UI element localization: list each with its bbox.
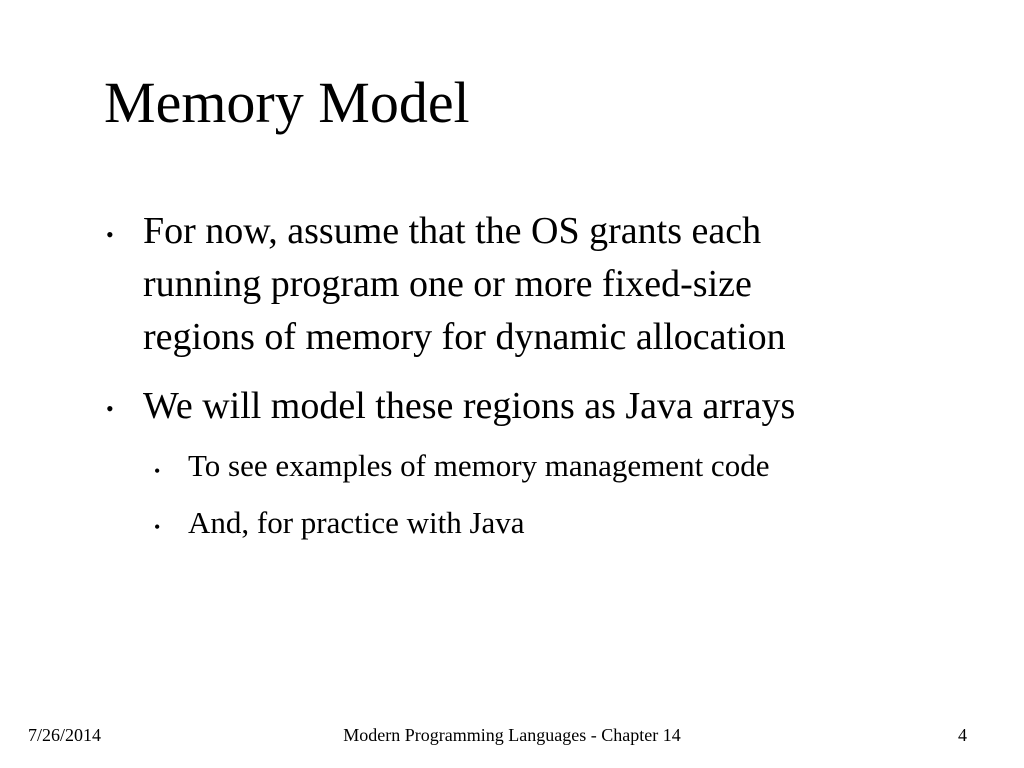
sub-bullet-dot-icon: • [154, 517, 161, 537]
slide-title: Memory Model [104, 70, 470, 135]
bullet-line: We will model these regions as Java arrays [143, 385, 796, 427]
bullet-dot-icon: • [106, 396, 114, 421]
bullet-line: For now, assume that the OS grants each [143, 210, 762, 252]
bullet-text [143, 380, 795, 433]
footer-title: Modern Programming Languages - Chapter 14 [343, 725, 681, 745]
bullet-text [143, 205, 786, 364]
sub-bullet-text: To see examples of memory management code [188, 448, 770, 483]
sub-bullet-text: And, for practice with Java [188, 505, 525, 540]
footer-date: 7/26/2014 [28, 725, 102, 745]
bullet-line: regions of memory for dynamic allocation [143, 316, 786, 358]
bullet-dot-icon: • [106, 222, 114, 247]
bullet-line: running program one or more fixed-size [143, 263, 752, 305]
page-number: 4 [958, 725, 967, 745]
sub-bullet-dot-icon: • [154, 461, 161, 481]
